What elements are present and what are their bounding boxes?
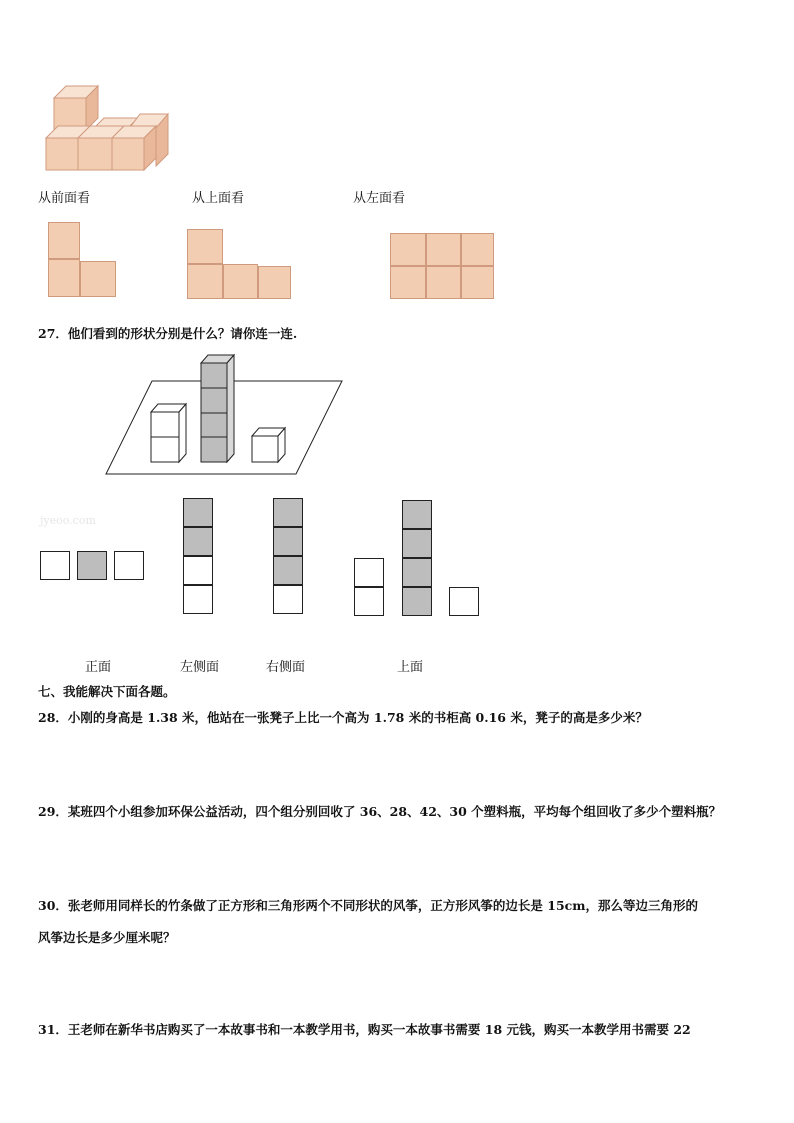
label-right-side: 右侧面	[266, 660, 306, 675]
section-7-title: 七、我能解决下面各题。	[38, 684, 176, 699]
question-27: 27．他们看到的形状分别是什么？请你连一连.	[38, 326, 298, 341]
label-top: 上面	[397, 660, 424, 675]
view-label-top: 从上面看	[192, 191, 245, 206]
problem-31: 31．王老师在新华书店购买了一本故事书和一本教学用书，购买一本故事书需要 18 元钱，购买一本教学用书需要 22	[38, 1022, 691, 1037]
problem-30-line2: 风筝边长是多少厘米呢？	[38, 930, 176, 945]
platform-cubes-figure	[100, 350, 350, 478]
watermark: jyeoo.com	[40, 514, 96, 527]
label-front: 正面	[85, 660, 112, 675]
view-label-front: 从前面看	[38, 191, 91, 206]
view-label-left: 从左面看	[353, 191, 406, 206]
cube-stack-figure	[40, 80, 175, 175]
label-left-side: 左侧面	[180, 660, 220, 675]
problem-28: 28．小刚的身高是 1.38 米，他站在一张凳子上比一个高为 1.78 米的书柜高 0.16 米，凳子的高是多少米？	[38, 710, 648, 725]
problem-30-line1: 30．张老师用同样长的竹条做了正方形和三角形两个不同形状的风筝，正方形风筝的边长是 15cm，那么等边三角形的	[38, 898, 698, 913]
problem-29: 29．某班四个小组参加环保公益活动，四个组分别回收了 36、28、42、30 个塑料瓶，平均每个组回收了多少个塑料瓶？	[38, 804, 722, 819]
